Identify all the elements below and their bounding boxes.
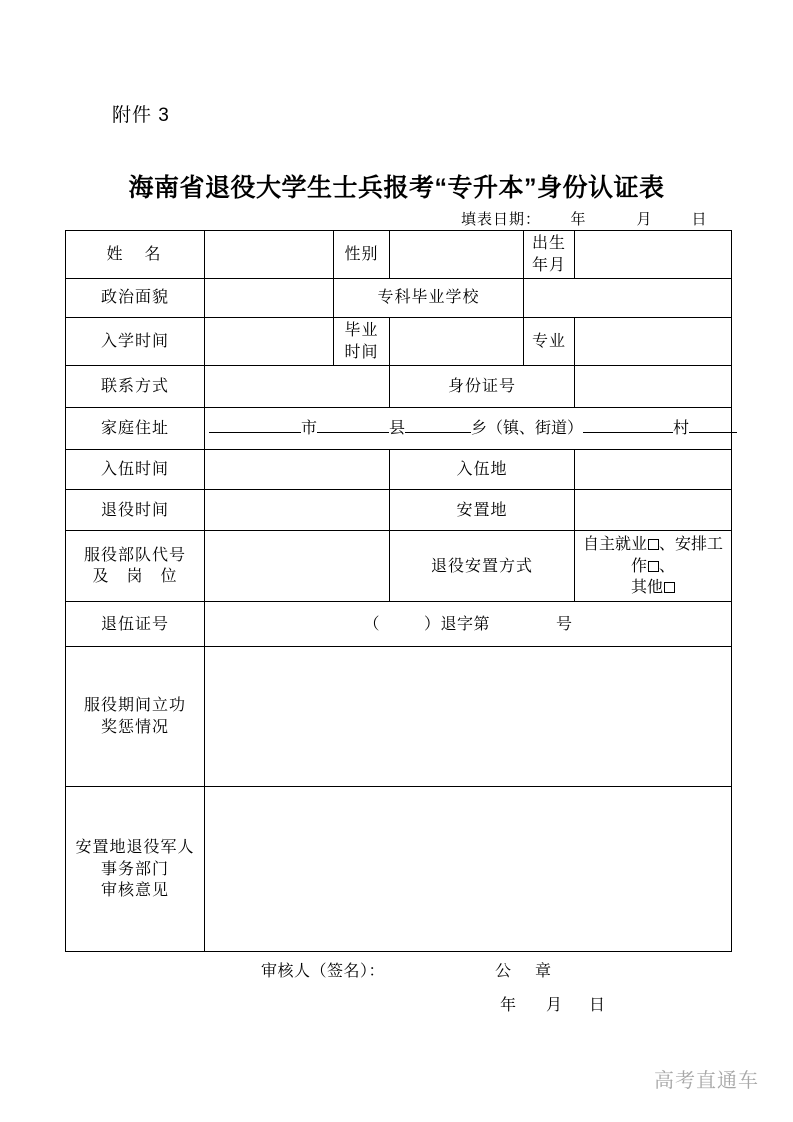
discharge-date-value[interactable]: [205, 490, 390, 531]
name-value[interactable]: [205, 231, 334, 279]
reviewer-signature-label: 审核人（签名）：: [261, 963, 386, 981]
graduation-date-label-line1: 毕业: [344, 322, 379, 340]
graduation-date-value[interactable]: [390, 318, 524, 366]
checkbox-self-employment[interactable]: [648, 539, 659, 550]
merit-record-label: [66, 647, 205, 787]
table-row: [66, 318, 732, 366]
table-row: [66, 279, 732, 318]
settlement-place-label: 安置地: [390, 490, 575, 531]
address-blank-detail[interactable]: [689, 418, 737, 433]
fill-date-label: 填表日期：: [460, 211, 541, 228]
identity-verification-table: [65, 230, 732, 1015]
home-address-value[interactable]: [205, 408, 732, 450]
option-separator-1: 、: [658, 535, 675, 553]
enlistment-place-label: 入伍地: [390, 450, 575, 490]
enlistment-place-value[interactable]: [575, 450, 732, 490]
review-opinion-label: [66, 787, 205, 952]
address-unit-county: 县: [389, 420, 406, 438]
enlistment-date-value[interactable]: [205, 450, 390, 490]
name-label: 姓 名: [66, 231, 205, 279]
checkbox-assigned-work[interactable]: [648, 561, 659, 572]
watermark: 高考直通车: [654, 1070, 759, 1092]
address-unit-city: 市: [301, 420, 318, 438]
review-opinion-label-line1: 安置地退役军人: [75, 838, 195, 856]
discharge-certificate-value[interactable]: [205, 602, 732, 647]
cert-open-paren: （: [363, 615, 380, 633]
service-unit-label-line1: 服役部队代号: [83, 546, 186, 564]
service-unit-value[interactable]: [205, 531, 390, 602]
review-opinion-label-line2: 事务部门: [100, 860, 169, 878]
option-separator-2: 、: [659, 557, 676, 575]
review-opinion-label-line3: 审核意见: [100, 882, 169, 900]
address-unit-township: 乡（镇、街道）: [471, 420, 584, 438]
settlement-mode-label: 退役安置方式: [390, 531, 575, 602]
table-row: [66, 531, 732, 602]
cert-close-paren: ）退字第: [423, 615, 490, 633]
cert-suffix: 号: [556, 615, 573, 633]
approval-date-day: 日: [588, 997, 605, 1015]
approval-date-month: 月: [545, 997, 562, 1015]
enrollment-date-value[interactable]: [205, 318, 334, 366]
address-blank-township[interactable]: [405, 418, 471, 433]
fill-date-month: 月: [636, 211, 652, 228]
table-row: [66, 647, 732, 787]
merit-record-label-line2: 奖惩情况: [100, 718, 169, 736]
option-label-assigned-work: 安排工作: [630, 535, 724, 575]
contact-label: 联系方式: [66, 366, 205, 408]
table-row: [66, 490, 732, 531]
contact-value[interactable]: [205, 366, 390, 408]
merit-record-value[interactable]: [205, 647, 732, 787]
major-value[interactable]: [575, 318, 732, 366]
graduation-date-label: [334, 318, 390, 366]
gender-label: 性别: [334, 231, 390, 279]
enrollment-date-label: 入学时间: [66, 318, 205, 366]
review-opinion-value[interactable]: [205, 787, 732, 1015]
address-blank-village[interactable]: [583, 418, 673, 433]
table-row: [66, 408, 732, 450]
birth-date-value[interactable]: [575, 231, 732, 279]
table-row: [66, 450, 732, 490]
option-label-other: 其他: [630, 579, 663, 597]
major-label: 专业: [524, 318, 575, 366]
merit-record-label-line1: 服役期间立功: [83, 697, 186, 715]
birth-date-label-line2: 年月: [531, 256, 566, 274]
address-unit-village: 村: [673, 420, 690, 438]
political-status-value[interactable]: [205, 279, 334, 318]
graduation-school-value[interactable]: [524, 279, 732, 318]
settlement-mode-options: [575, 531, 732, 602]
discharge-date-label: 退役时间: [66, 490, 205, 531]
enlistment-date-label: 入伍时间: [66, 450, 205, 490]
discharge-certificate-label: 退伍证号: [66, 602, 205, 647]
attachment-label: 附件 3: [112, 105, 170, 126]
fill-date-day: 日: [691, 211, 707, 228]
fill-date-line: [65, 208, 731, 229]
fill-date-year: 年: [570, 211, 586, 228]
approval-date-year: 年: [499, 997, 516, 1015]
service-unit-label-line2: 及 岗 位: [92, 568, 178, 586]
settlement-place-value[interactable]: [575, 490, 732, 531]
birth-date-label-line1: 出生: [531, 235, 566, 252]
service-unit-label: [66, 531, 205, 602]
address-blank-county[interactable]: [317, 418, 389, 433]
table-row: [66, 366, 732, 408]
political-status-label: 政治面貌: [66, 279, 205, 318]
address-blank-city[interactable]: [209, 418, 301, 433]
table-row: [66, 787, 732, 952]
graduation-date-label-line2: 时间: [344, 343, 379, 361]
table-row: [66, 231, 732, 279]
option-label-self-employment: 自主就业: [582, 535, 647, 553]
id-number-label: 身份证号: [390, 366, 575, 408]
id-number-value[interactable]: [575, 366, 732, 408]
official-seal-label: 公 章: [495, 963, 556, 981]
page-title: 海南省退役大学生士兵报考“专升本”身份认证表: [128, 174, 665, 202]
graduation-school-label: 专科毕业学校: [334, 279, 524, 318]
table-row: [66, 602, 732, 647]
gender-value[interactable]: [390, 231, 524, 279]
checkbox-other[interactable]: [664, 582, 675, 593]
home-address-label: 家庭住址: [66, 408, 205, 450]
birth-date-label: [524, 231, 575, 279]
approval-date-line: [485, 995, 617, 1017]
